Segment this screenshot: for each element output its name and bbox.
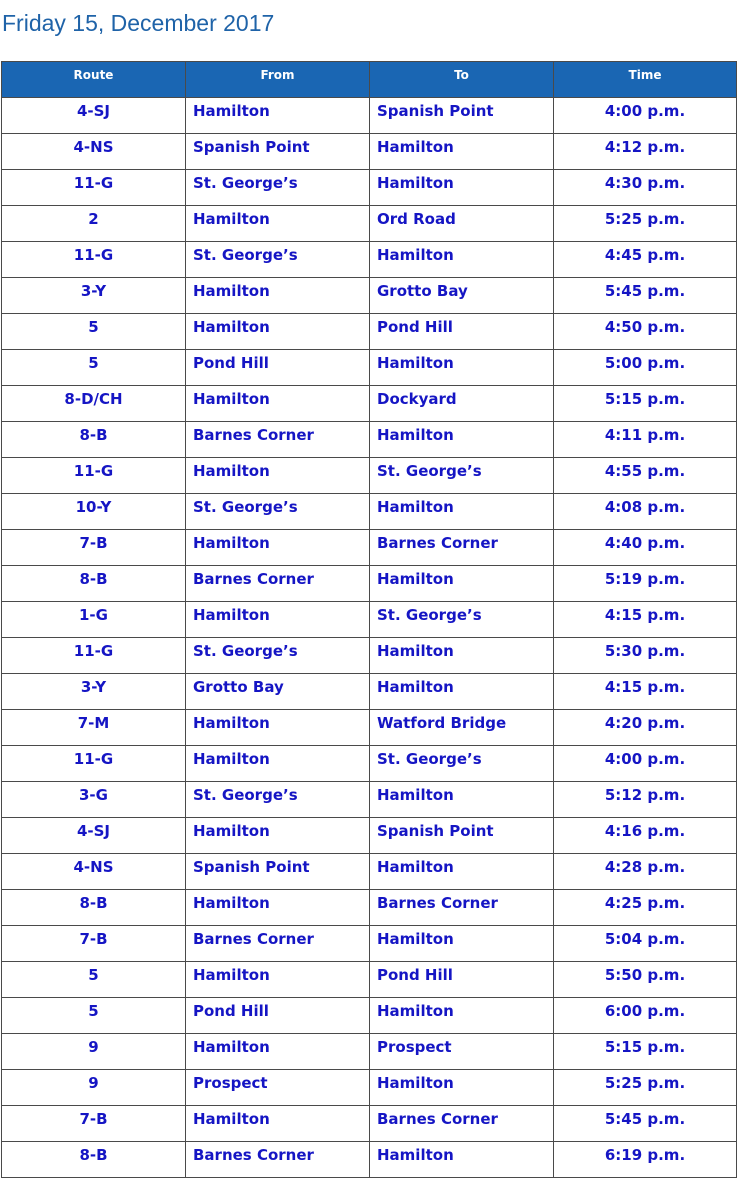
- to-cell: Hamilton: [370, 242, 554, 278]
- time-cell: 5:15 p.m.: [554, 386, 737, 422]
- time-cell: 6:00 p.m.: [554, 998, 737, 1034]
- route-cell: 9: [2, 1070, 186, 1106]
- to-cell: St. George’s: [370, 458, 554, 494]
- to-cell: Barnes Corner: [370, 890, 554, 926]
- time-cell: 4:15 p.m.: [554, 674, 737, 710]
- route-cell: 5: [2, 998, 186, 1034]
- table-row: [2, 458, 737, 494]
- table-row: [2, 530, 737, 566]
- time-cell: 4:50 p.m.: [554, 314, 737, 350]
- table-row: [2, 710, 737, 746]
- from-cell: Barnes Corner: [186, 422, 370, 458]
- to-cell: Hamilton: [370, 674, 554, 710]
- time-cell: 4:55 p.m.: [554, 458, 737, 494]
- time-cell: 5:50 p.m.: [554, 962, 737, 998]
- table-row: [2, 386, 737, 422]
- route-cell: 11-G: [2, 746, 186, 782]
- header-route: Route: [2, 62, 186, 98]
- from-cell: Prospect: [186, 1070, 370, 1106]
- time-cell: 4:20 p.m.: [554, 710, 737, 746]
- time-cell: 5:30 p.m.: [554, 638, 737, 674]
- to-cell: Prospect: [370, 1034, 554, 1070]
- to-cell: Hamilton: [370, 998, 554, 1034]
- table-row: [2, 314, 737, 350]
- from-cell: St. George’s: [186, 494, 370, 530]
- table-row: [2, 1142, 737, 1178]
- table-row: [2, 350, 737, 386]
- from-cell: Barnes Corner: [186, 1142, 370, 1178]
- from-cell: Pond Hill: [186, 350, 370, 386]
- from-cell: Grotto Bay: [186, 674, 370, 710]
- route-cell: 7-M: [2, 710, 186, 746]
- time-cell: 5:25 p.m.: [554, 1070, 737, 1106]
- to-cell: Hamilton: [370, 638, 554, 674]
- table-row: [2, 998, 737, 1034]
- time-cell: 4:28 p.m.: [554, 854, 737, 890]
- from-cell: Hamilton: [186, 98, 370, 134]
- to-cell: Hamilton: [370, 422, 554, 458]
- table-row: [2, 242, 737, 278]
- header-from: From: [186, 62, 370, 98]
- from-cell: St. George’s: [186, 638, 370, 674]
- from-cell: Hamilton: [186, 746, 370, 782]
- time-cell: 5:19 p.m.: [554, 566, 737, 602]
- from-cell: Barnes Corner: [186, 926, 370, 962]
- table-row: [2, 782, 737, 818]
- time-cell: 4:08 p.m.: [554, 494, 737, 530]
- from-cell: Hamilton: [186, 710, 370, 746]
- table-row: [2, 170, 737, 206]
- table-row: [2, 674, 737, 710]
- route-cell: 11-G: [2, 458, 186, 494]
- from-cell: Hamilton: [186, 1106, 370, 1142]
- route-cell: 8-B: [2, 422, 186, 458]
- to-cell: Hamilton: [370, 134, 554, 170]
- to-cell: Hamilton: [370, 1142, 554, 1178]
- route-cell: 8-B: [2, 890, 186, 926]
- to-cell: Pond Hill: [370, 314, 554, 350]
- to-cell: Grotto Bay: [370, 278, 554, 314]
- table-row: [2, 926, 737, 962]
- table-row: [2, 1034, 737, 1070]
- route-cell: 8-D/CH: [2, 386, 186, 422]
- from-cell: Hamilton: [186, 962, 370, 998]
- time-cell: 5:04 p.m.: [554, 926, 737, 962]
- route-cell: 7-B: [2, 926, 186, 962]
- header-time: Time: [554, 62, 737, 98]
- from-cell: St. George’s: [186, 242, 370, 278]
- from-cell: St. George’s: [186, 170, 370, 206]
- table-row: [2, 422, 737, 458]
- page-title: Friday 15, December 2017: [2, 10, 275, 36]
- time-cell: 4:12 p.m.: [554, 134, 737, 170]
- to-cell: Ord Road: [370, 206, 554, 242]
- route-cell: 5: [2, 350, 186, 386]
- to-cell: Watford Bridge: [370, 710, 554, 746]
- from-cell: Hamilton: [186, 314, 370, 350]
- from-cell: St. George’s: [186, 782, 370, 818]
- route-cell: 1-G: [2, 602, 186, 638]
- time-cell: 5:00 p.m.: [554, 350, 737, 386]
- route-cell: 8-B: [2, 566, 186, 602]
- from-cell: Hamilton: [186, 206, 370, 242]
- route-cell: 10-Y: [2, 494, 186, 530]
- from-cell: Spanish Point: [186, 854, 370, 890]
- from-cell: Spanish Point: [186, 134, 370, 170]
- table-row: [2, 638, 737, 674]
- to-cell: Barnes Corner: [370, 530, 554, 566]
- route-cell: 3-Y: [2, 674, 186, 710]
- to-cell: Hamilton: [370, 854, 554, 890]
- table-row: [2, 1106, 737, 1142]
- to-cell: Hamilton: [370, 350, 554, 386]
- to-cell: Hamilton: [370, 1070, 554, 1106]
- from-cell: Hamilton: [186, 386, 370, 422]
- route-cell: 3-G: [2, 782, 186, 818]
- to-cell: Hamilton: [370, 170, 554, 206]
- route-cell: 5: [2, 962, 186, 998]
- to-cell: St. George’s: [370, 602, 554, 638]
- route-cell: 4-NS: [2, 134, 186, 170]
- time-cell: 5:15 p.m.: [554, 1034, 737, 1070]
- bus-schedule-table: [1, 61, 737, 1178]
- table-row: [2, 494, 737, 530]
- time-cell: 5:12 p.m.: [554, 782, 737, 818]
- route-cell: 2: [2, 206, 186, 242]
- time-cell: 5:25 p.m.: [554, 206, 737, 242]
- time-cell: 4:25 p.m.: [554, 890, 737, 926]
- table-row: [2, 890, 737, 926]
- route-cell: 3-Y: [2, 278, 186, 314]
- to-cell: Dockyard: [370, 386, 554, 422]
- table-body: [2, 98, 737, 1178]
- route-cell: 7-B: [2, 530, 186, 566]
- from-cell: Hamilton: [186, 602, 370, 638]
- to-cell: Hamilton: [370, 926, 554, 962]
- route-cell: 11-G: [2, 170, 186, 206]
- to-cell: St. George’s: [370, 746, 554, 782]
- table-row: [2, 206, 737, 242]
- to-cell: Spanish Point: [370, 818, 554, 854]
- table-row: [2, 854, 737, 890]
- to-cell: Hamilton: [370, 782, 554, 818]
- route-cell: 11-G: [2, 638, 186, 674]
- from-cell: Hamilton: [186, 530, 370, 566]
- to-cell: Hamilton: [370, 566, 554, 602]
- time-cell: 4:15 p.m.: [554, 602, 737, 638]
- from-cell: Hamilton: [186, 890, 370, 926]
- route-cell: 8-B: [2, 1142, 186, 1178]
- table-row: [2, 566, 737, 602]
- route-cell: 11-G: [2, 242, 186, 278]
- from-cell: Hamilton: [186, 1034, 370, 1070]
- time-cell: 4:00 p.m.: [554, 98, 737, 134]
- time-cell: 5:45 p.m.: [554, 1106, 737, 1142]
- to-cell: Pond Hill: [370, 962, 554, 998]
- table-row: [2, 962, 737, 998]
- table-row: [2, 278, 737, 314]
- route-cell: 4-SJ: [2, 818, 186, 854]
- table-row: [2, 602, 737, 638]
- time-cell: 4:45 p.m.: [554, 242, 737, 278]
- header-to: To: [370, 62, 554, 98]
- table-row: [2, 746, 737, 782]
- route-cell: 4-NS: [2, 854, 186, 890]
- time-cell: 6:19 p.m.: [554, 1142, 737, 1178]
- table-row: [2, 134, 737, 170]
- to-cell: Barnes Corner: [370, 1106, 554, 1142]
- from-cell: Pond Hill: [186, 998, 370, 1034]
- route-cell: 7-B: [2, 1106, 186, 1142]
- route-cell: 9: [2, 1034, 186, 1070]
- route-cell: 4-SJ: [2, 98, 186, 134]
- to-cell: Spanish Point: [370, 98, 554, 134]
- from-cell: Hamilton: [186, 458, 370, 494]
- table-row: [2, 98, 737, 134]
- time-cell: 4:40 p.m.: [554, 530, 737, 566]
- table-row: [2, 1070, 737, 1106]
- time-cell: 4:11 p.m.: [554, 422, 737, 458]
- table-row: [2, 818, 737, 854]
- table-header-row: [2, 62, 737, 98]
- from-cell: Barnes Corner: [186, 566, 370, 602]
- time-cell: 5:45 p.m.: [554, 278, 737, 314]
- to-cell: Hamilton: [370, 494, 554, 530]
- time-cell: 4:16 p.m.: [554, 818, 737, 854]
- route-cell: 5: [2, 314, 186, 350]
- time-cell: 4:00 p.m.: [554, 746, 737, 782]
- from-cell: Hamilton: [186, 818, 370, 854]
- from-cell: Hamilton: [186, 278, 370, 314]
- time-cell: 4:30 p.m.: [554, 170, 737, 206]
